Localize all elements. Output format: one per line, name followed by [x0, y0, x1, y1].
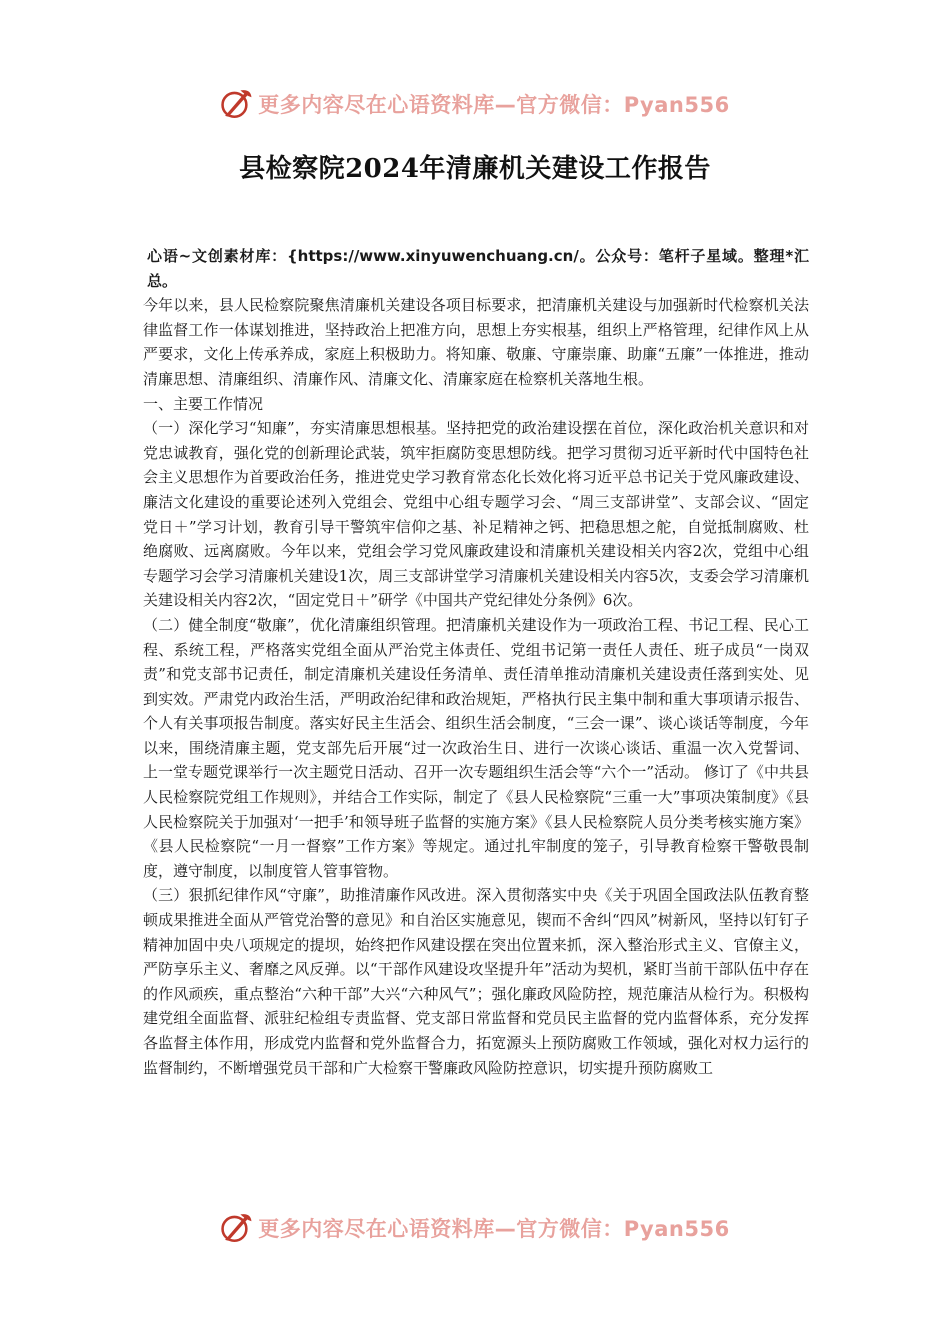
banner-text: 更多内容尽在心语资料库—官方微信：Pyan556: [258, 1217, 730, 1241]
banner-text: 更多内容尽在心语资料库—官方微信：Pyan556: [258, 93, 730, 117]
quill-logo-icon: [220, 87, 254, 121]
paragraph-zhilian: （一）深化学习“知廉”，夯实清廉思想根基。坚持把党的政治建设摆在首位，深化政治机关意识和对党忠诚教育，强化党的创新理论武装，筑牢拒腐防变思想防线。把学习贯彻习近平新时代中国特色社会主义思想作为首要政治任务，推进党史学习教育常态化长效化将习近平总书记关于党风廉政建设、廉洁文化建设的重要论述列入党组会、党组中心组专题学习会、“周三支部讲堂”、支部会议、“固定党日＋”学习计划，教育引导干警筑牢信仰之基、补足精神之钙、把稳思想之舵，自觉抵制腐败、杜绝腐败、远离腐败。今年以来，党组会学习党风廉政建设和清廉机关建设相关内容2次，党组中心组专题学习会学习清廉机关建设1次，周三支部讲堂学习清廉机关建设相关内容5次，支委会学习清廉机关建设相关内容2次，“固定党日＋”研学《中国共产党纪律处分条例》6次。: [143, 419, 809, 610]
source-note: 心语~文创素材库：{https://www.xinyuwenchuang.cn/。公众号：笔杆子星域。整理*汇总。: [147, 247, 809, 290]
document-body: [143, 244, 809, 1080]
section-heading: 一、主要工作情况: [143, 394, 264, 413]
header-banner: [0, 84, 950, 124]
footer-banner: [0, 1208, 950, 1248]
quill-logo-icon: [220, 1211, 254, 1245]
document-title: 县检察院2024年清廉机关建设工作报告: [239, 154, 711, 184]
paragraph-jinglian: （二）健全制度“敬廉”，优化清廉组织管理。把清廉机关建设作为一项政治工程、书记工程、民心工程、系统工程，严格落实党组全面从严治党主体责任、党组书记第一责任人责任、班子成员“一岗双责”和党支部书记责任，制定清廉机关建设任务清单、责任清单推动清廉机关建设责任落到实处、见到实效。严肃党内政治生活，严明政治纪律和政治规矩，严格执行民主集中制和重大事项请示报告、个人有关事项报告制度。落实好民主生活会、组织生活会制度，“三会一课”、谈心谈话等制度，今年以来，围绕清廉主题，党支部先后开展“过一次政治生日、进行一次谈心谈话、重温一次入党誓词、上一堂专题党课举行一次主题党日活动、召开一次专题组织生活会等“六个一”活动。 修订了《中共县人民检察院党组工作规则》，并结合工作实际，制定了《县人民检察院“三重一大”事项决策制度》《县人民检察院关于加强对‘一把手’和领导班子监督的实施方案》《县人民检察院人员分类考核实施方案》《县人民检察院“一月一督察”工作方案》等规定。通过扎牢制度的笼子，引导教育检察干警敬畏制度，遵守制度，以制度管人管事管物。: [143, 615, 809, 880]
paragraph-shoulian: （三）狠抓纪律作风“守廉”，助推清廉作风改进。深入贯彻落实中央《关于巩固全国政法队伍教育整顿成果推进全面从严管党治警的意见》和自治区实施意见，锲而不舍纠“四风”树新风，坚持以钉钉子精神加固中央八项规定的提坝，始终把作风建设摆在突出位置来抓，深入整治形式主义、官僚主义，严防享乐主义、奢靡之风反弹。以“干部作风建设攻坚提升年”活动为契机，紧盯当前干部队伍中存在的作风顽疾，重点整治“六种干部”大兴“六种风气”；强化廉政风险防控，规范廉洁从检行为。积极构建党组全面监督、派驻纪检组专责监督、党支部日常监督和党员民主监督的党内监督体系，充分发挥各监督主体作用，形成党内监督和党外监督合力，拓宽源头上预防腐败工作领域，强化对权力运行的监督制约，不断增强党员干部和广大检察干警廉政风险防控意识，切实提升预防腐败工: [143, 886, 809, 1077]
intro-paragraph: 今年以来，县人民检察院聚焦清廉机关建设各项目标要求，把清廉机关建设与加强新时代检察机关法律监督工作一体谋划推进，坚持政治上把准方向，思想上夯实根基，组织上严格管理，纪律作风上从严要求，文化上传承养成，家庭上积极助力。将知廉、敬廉、守廉崇廉、助廉“五廉”一体推进，推动清廉思想、清廉组织、清廉作风、清廉文化、清廉家庭在检察机关落地生根。: [143, 296, 809, 388]
